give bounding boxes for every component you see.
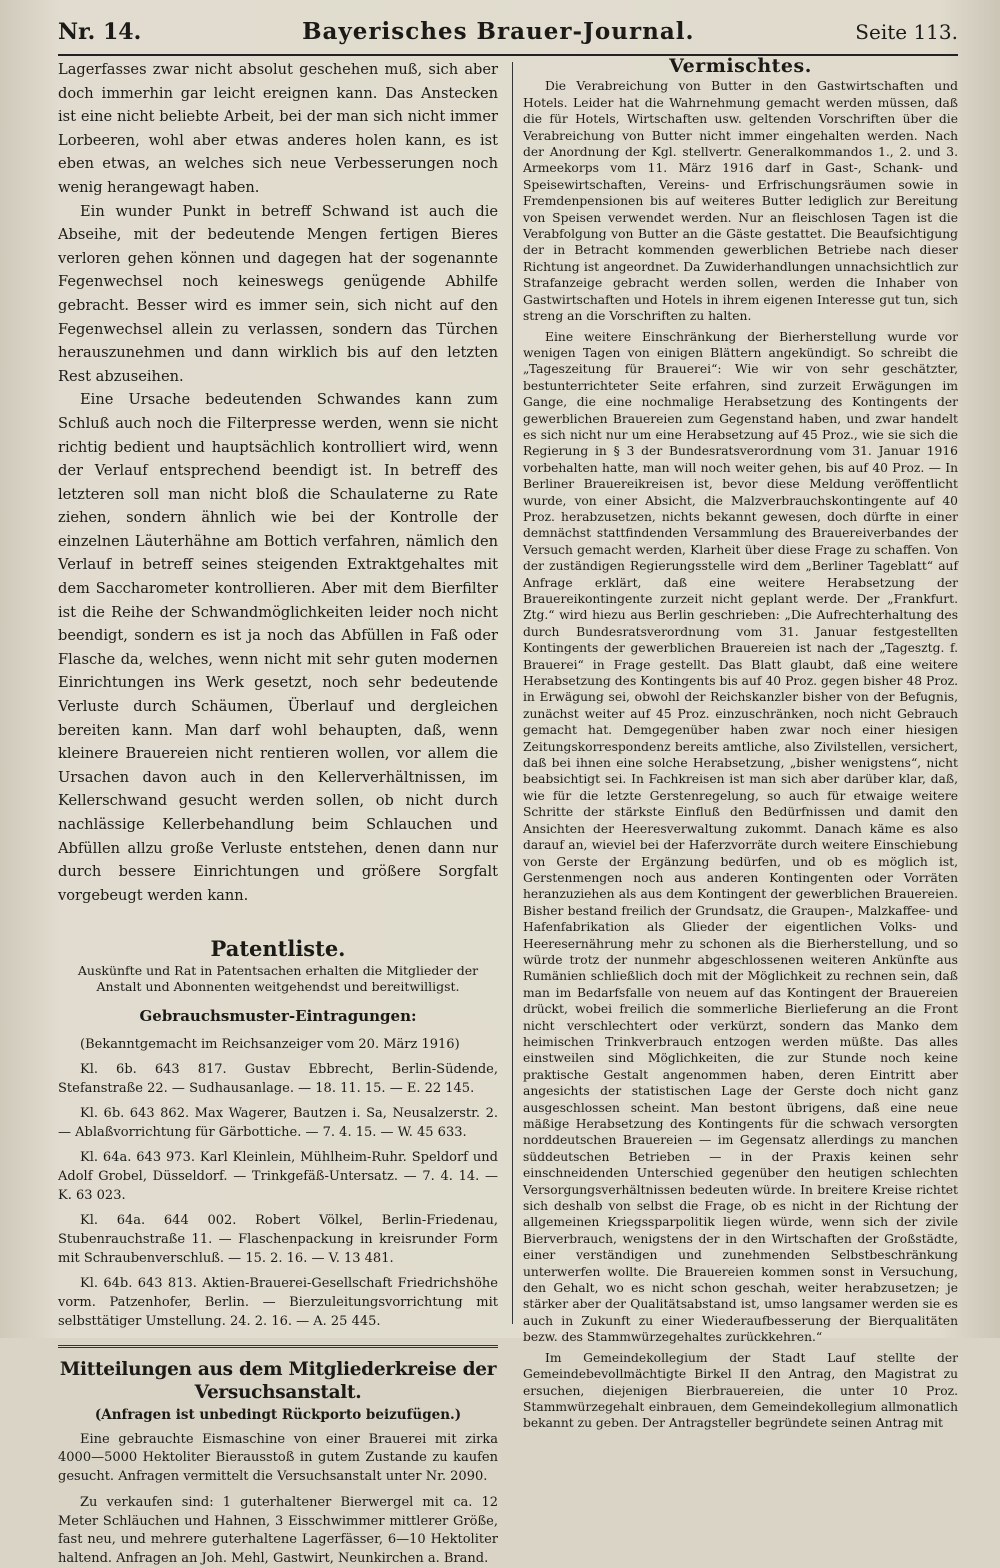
right-column: [521, 55, 958, 1431]
article-paragraph: Die Verabreichung von Butter in den Gastwirtschaften und Hotels. Leider hat die Wahrnehmung gemacht werden müssen, daß die für Hotels, Wirtschaften usw. geltenden Vorschriften über die Verabreichung von Butter nicht immer eingehalten werden. Nach der Anordnung der Kgl. stellvertr. Generalkommandos 1., 2. und 3. Armeekorps vom 11. März 1916 darf in Gast-, Schank- und Speisewirtschaften, Vereins- und Erfrischungsräumen sowie in Fremdenpensionen bis auf weiteres Butter lediglich zur Bereitung von Speisen verwendet werden. Nur an fleischlosen Tagen ist die Verabfolgung von Butter an die Gäste gestattet. Die Beaufsichtigung der in Betracht kommenden gewerblichen Betriebe nach dieser Richtung ist angeordnet. Da Zuwiderhandlungen unnachsichtlich zur Strafanzeige gebracht werden sollen, werden die Inhaber von Gastwirtschaften und Hotels in ihrem eigenen Interesse gut tun, sich streng an die Vorschriften zu halten.: [523, 79, 958, 324]
section-divider: [58, 1345, 498, 1348]
mitteilungen-subheading: (Anfragen ist unbedingt Rückporto beizufügen.): [94, 1406, 462, 1423]
patent-entry: Kl. 6b. 643 817. Gustav Ebbrecht, Berlin-Südende, Stefanstraße 22. — Sudhausanlage. — 18. 11. 15. — E. 22 145.: [58, 1061, 498, 1096]
gebrauchsmuster-heading: Gebrauchsmuster-Eintragungen:: [139, 1006, 417, 1025]
notice-paragraph: Eine gebrauchte Eismaschine von einer Brauerei mit zirka 4000—5000 Hektoliter Bierausstoß in gutem Zustande zu kaufen gesucht. Anfragen vermittelt die Versuchsanstalt unter Nr. 2090.: [58, 1431, 498, 1484]
patent-entry: Kl. 64a. 644 002. Robert Völkel, Berlin-Friedenau, Stubenrauchstraße 11. — Flaschenpackung in kreisrunder Form mit Schraubenverschluß. — 15. 2. 16. — V. 13 481.: [58, 1212, 498, 1266]
article-paragraph: Ein wunder Punkt in betreff Schwand ist auch die Abseihe, mit der bedeutende Mengen fertigen Bieres verloren gehen können und dagegen hat der sogenannte Fegenwechsel noch keineswegs genügende Abhilfe gebracht. Besser wird es immer sein, sich nicht auf den Fegenwechsel allein zu verlassen, sondern das Türchen herauszunehmen und dann wirklich bis auf den letzten Rest abzuseihen.: [58, 202, 498, 385]
patent-entry: Kl. 6b. 643 862. Max Wagerer, Bautzen i. Sa, Neusalzerstr. 2. — Ablaßvorrichtung für Gärbottiche. — 7. 4. 15. — W. 45 633.: [58, 1105, 498, 1140]
mitteilungen-heading: Mitteilungen aus dem Mitgliederkreise der Versuchsanstalt.: [59, 1358, 497, 1404]
columns: [58, 55, 958, 1566]
article-paragraph: Lagerfasses zwar nicht absolut geschehen muß, sich aber doch immerhin gar leicht ereignen kann. Das Anstecken ist eine nicht beliebte Arbeit, bei der man sich nicht immer Lorbeeren, wohl aber etwas anderes holen kann, es ist eben etwas, an welches sich neue Verbesserungen noch wenig herangewagt haben.: [58, 61, 498, 196]
patent-entry: Kl. 64a. 643 973. Karl Kleinlein, Mühlheim-Ruhr. Speldorf und Adolf Grobel, Düsseldorf. — Trinkgefäß-Untersatz. — 7. 4. 14. — K. 63 023.: [58, 1149, 498, 1203]
publication-note: (Bekanntgemacht im Reichsanzeiger vom 20. März 1916): [80, 1036, 460, 1052]
patent-entry: Kl. 64b. 643 813. Aktien-Brauerei-Gesellschaft Friedrichshöhe vorm. Patzenhofer, Berlin. — Bierzuleitungsvorrichtung mit selbsttätiger Umstellung. 24. 2. 16. — A. 25 445.: [58, 1275, 498, 1329]
page-header: [58, 18, 958, 56]
issue-number: Nr. 14.: [58, 19, 142, 45]
notice-paragraph: Zu verkaufen sind: 1 guterhaltener Bierwergel mit ca. 12 Meter Schläuchen und Hahnen, 3 Eisschwimmer mittlerer Größe, fast neu, und mehrere guterhaltene Lagerfässer, 6—10 Hektoliter haltend. Anfragen an Joh. Mehl, Gastwirt, Neunkirchen a. Brand.: [58, 1495, 498, 1566]
journal-title: Bayerisches Brauer-Journal.: [302, 18, 695, 45]
article-paragraph: Im Gemeindekollegium der Stadt Lauf stellte der Gemeindebevollmächtigte Birkel II den Antrag, den Magistrat zu ersuchen, diejenigen Bierbrauereien, die unter 10 Proz. Stammwürzegehalt einbrauen, dem Gemeindekollegium allmonatlich bekannt zu geben. Der Antragsteller begründete seinen Antrag mit: [523, 1350, 958, 1431]
page-number: Seite 113.: [855, 20, 958, 44]
patent-list-heading: Patentliste.: [210, 936, 346, 962]
article-paragraph: Eine Ursache bedeutenden Schwandes kann zum Schluß auch noch die Filterpresse werden, wenn sie nicht richtig bedient und hauptsächlich kontrolliert wird, wenn der Verlauf entsprechend beendigt ist. In betreff des letzteren soll man nicht bloß die Schaulaterne zu Rate ziehen, sondern ähnlich wie bei der Kontrolle der einzelnen Läuterhähne am Bottich verfahren, nämlich den Verlauf in betreff seines steigenden Extraktgehaltes mit dem Saccharometer kontrollieren. Aber mit dem Bierfilter ist die Reihe der Schwandmöglichkeiten leider noch nicht beendigt, sondern es ist ja noch das Abfüllen in Faß oder Flasche da, welches, wenn nicht mit sehr guten modernen Einrichtungen ins Werk gesetzt, noch sehr bedeutende Verluste durch Schäumen, Überlauf und dergleichen bereiten kann. Man darf wohl behaupten, daß, wenn kleinere Brauereien nicht rentieren wollen, vor allem die Ursachen davon auch in den Kellerverhältnissen, im Kellerschwand gesucht werden sollen, ob nicht durch nachlässige Kellerbehandlung beim Schlauchen und Abfüllen allzu große Verluste entstehen, denen dann nur durch bessere Einrichtungen und größere Sorgfalt vorgebeugt werden kann.: [58, 391, 498, 904]
column-rule: [512, 62, 513, 1324]
left-column: [58, 58, 506, 1566]
patent-intro: Auskünfte und Rat in Patentsachen erhalten die Mitglieder der Anstalt und Abonnenten weitgehendst und bereitwilligst.: [77, 962, 479, 994]
patent-list: [58, 1035, 498, 1331]
vermischtes-heading: Vermischtes.: [669, 55, 812, 77]
article-paragraph: Eine weitere Einschränkung der Bierherstellung wurde vor wenigen Tagen von einigen Blättern angekündigt. So schreibt die „Tageszeitung für Brauerei“: Wie wir von sehr geschätzter, bestunterrichteter Seite erfahren, sind zurzeit Erwägungen im Gange, die eine nochmalige Herabsetzung des Kontingents der gewerblichen Brauereien zum Gegenstand haben, und zwar handelt es sich nicht nur um eine Herabsetzung auf 45 Proz., wie sie sich die Regierung in § 3 der Bundesratsverordnung vom 31. Januar 1916 vorbehalten hatte, man will noch weiter gehen, bis auf 40 Proz. — In Berliner Brauereikreisen ist, bevor diese Meldung veröffentlicht wurde, von einer Absicht, die Malzverbrauchskontingente auf 40 Proz. herabzusetzen, nichts bekannt gewesen, doch dürfte in einer demnächst stattfindenden Versammlung des Brauereiverbandes der Versuch gemacht werden, Klarheit über diese Frage zu schaffen. Von der zuständigen Regierungsstelle wird dem „Berliner Tageblatt“ auf Anfrage erklärt, daß eine weitere Herabsetzung der Brauereikontingente zurzeit nicht geplant werde. Der „Frankfurt. Ztg.“ wird hiezu aus Berlin geschrieben: „Die Aufrechterhaltung des durch Bundesratsverordnung vom 31. Januar festgestellten Kontingents der gewerblichen Brauereien ist nach der „Tagesztg. f. Brauerei“ in Frage gestellt. Das Blatt glaubt, daß eine weitere Herabsetzung des Kontingents bis auf 40 Proz. gegen bisher 48 Proz. in Erwägung sei, obwohl der Reichskanzler bisher von der Befugnis, zunächst weiter auf 45 Proz. einzuschränken, noch nicht Gebrauch gemacht hat. Demgegenüber haben zwar noch einer hiesigen Zeitungskorrespondenz bereits amtliche, also Zivilstellen, versichert, daß bei ihnen eine solche Herabsetzung, „bisher wenigstens“, nicht beabsichtigt sei. In Fachkreisen ist man sich aber darüber klar, daß, wie für die letzte Gerstenregelung, so auch für etwaige weitere Schritte der stärkste Einfluß den Bedürfnissen und damit den Ansichten der Heeresverwaltung zukommt. Danach käme es also darauf an, wieviel bei der Haferzvorräte durch weitere Einschiebung von Gerste der Ergänzung bedürfen, und ob es möglich ist, Gerstenmengen noch aus anderen Kontingenten oder Vorräten heranzuziehen als aus dem Kontingent der gewerblichen Brauereien. Bisher bestand freilich der Grundsatz, die Graupen-, Malzkaffee- und Hafenfabrikation als Glieder der eigentlichen Volks- und Heeresernährung mehr zu schonen als die Bierherstellung, und so würde trotz der nunmehr abgeschlossenen weiteren Ankünfte aus Rumänien schließlich doch mit der Möglichkeit zu rechnen sein, daß man im Bedarfsfalle von neuem auf das Kontingent der Brauereien drückt, wobei freilich die sommerliche Bierlieferung an die Front nicht verschlechtert oder verkürzt, sondern das Manko dem heimischen Trinkverbrauch entzogen werden müßte. Das alles einstweilen sind Möglichkeiten, die zur Stunde noch keine praktische Gestalt angenommen haben, deren Eintritt aber angesichts der statistischen Lage der Gerste doch nicht ganz ausgeschlossen scheint. Man bestont übrigens, daß eine neue mäßige Herabsetzung des Kontingents für die schwach versorgten norddeutschen Brauereien — im Gegensatz allerdings zu manchen süddeutschen Betrieben — in der Praxis keinen sehr einschneidenden Unterschied gegenüber den heutigen schlechten Versorgungsverhältnissen bedeuten würde. In breitere Kreise richtet sich deshalb von selbst die Frage, ob es nicht in der Richtung der allgemeinen Kriegssparpolitik liegen würde, wenn sich der zivile Bierverbrauch, wenigstens der in den Wirtschaften der Großstädte, einer verständigen und zunehmenden Selbstbeschränkung unterwerfen wollte. Die Brauereien kommen sonst in Versuchung, den Gehalt, wo es nicht schon geschah, weiter herabzusetzen; je stärker aber der Qualitätsabstand ist, umso langsamer werden sie es auch in Zukunft zu einer Wiederaufbesserung der Bierqualitäten bezw. des Stammwürzegehaltes zurückkehren.“: [523, 329, 958, 1345]
